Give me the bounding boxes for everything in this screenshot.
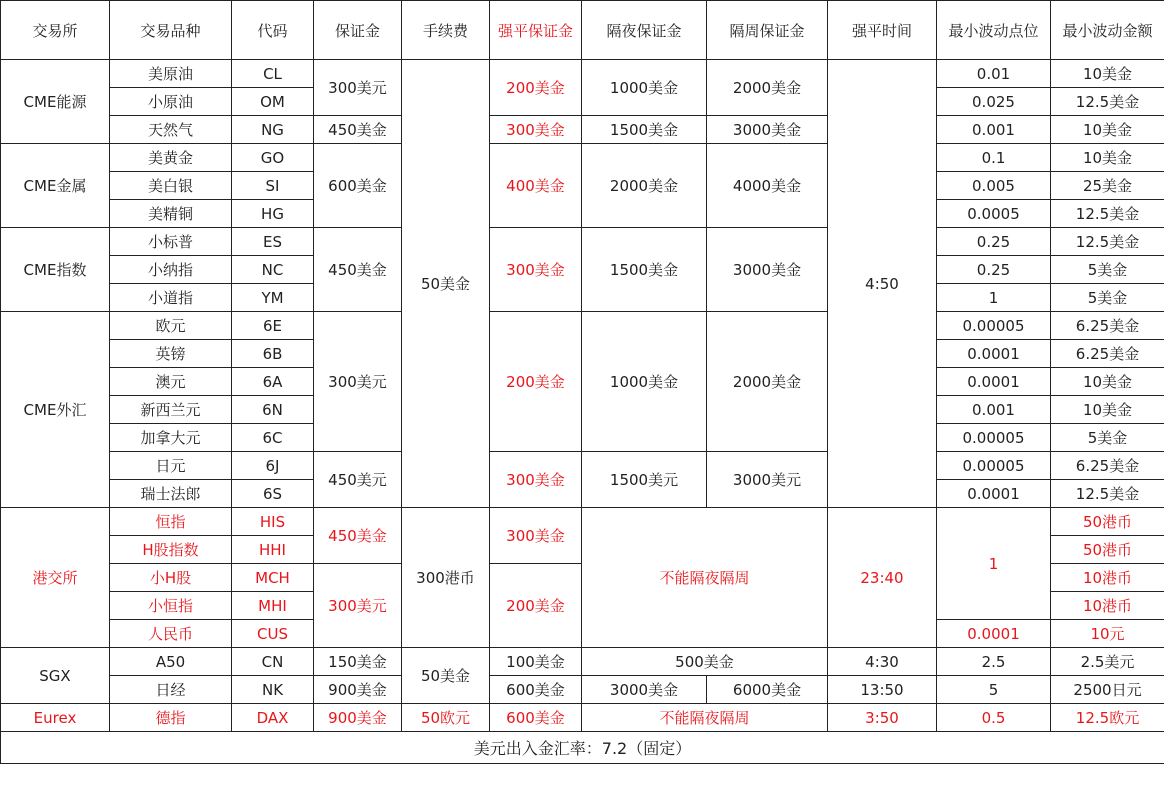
forced-margin-cell: 200美金 bbox=[490, 312, 582, 452]
header-product: 交易品种 bbox=[110, 1, 232, 60]
margin-cell: 150美金 bbox=[314, 648, 402, 676]
tick-cell: 0.0001 bbox=[937, 480, 1051, 508]
tick-cell: 0.25 bbox=[937, 228, 1051, 256]
product-cell: 小纳指 bbox=[110, 256, 232, 284]
product-cell: 天然气 bbox=[110, 116, 232, 144]
product-cell: 加拿大元 bbox=[110, 424, 232, 452]
product-cell: 瑞士法郎 bbox=[110, 480, 232, 508]
weekly-cell: 3000美元 bbox=[707, 452, 828, 508]
margin-cell: 300美元 bbox=[314, 312, 402, 452]
amount-cell: 12.5美金 bbox=[1051, 88, 1164, 116]
product-cell: 美原油 bbox=[110, 60, 232, 88]
code-cell: 6N bbox=[232, 396, 314, 424]
table-row bbox=[1, 508, 1164, 536]
weekly-cell: 6000美金 bbox=[707, 676, 828, 704]
amount-cell: 10美金 bbox=[1051, 116, 1164, 144]
amount-cell: 6.25美金 bbox=[1051, 340, 1164, 368]
code-cell: ES bbox=[232, 228, 314, 256]
tick-cell: 0.0001 bbox=[937, 340, 1051, 368]
code-cell: GO bbox=[232, 144, 314, 172]
overnight-cell: 500美金 bbox=[582, 648, 828, 676]
weekly-cell: 4000美金 bbox=[707, 144, 828, 228]
tick-cell: 0.00005 bbox=[937, 312, 1051, 340]
product-cell: 德指 bbox=[110, 704, 232, 732]
code-cell: NG bbox=[232, 116, 314, 144]
tick-cell: 1 bbox=[937, 284, 1051, 312]
code-cell: 6A bbox=[232, 368, 314, 396]
amount-cell: 12.5美金 bbox=[1051, 228, 1164, 256]
amount-cell: 50港币 bbox=[1051, 536, 1164, 564]
margin-cell: 900美金 bbox=[314, 704, 402, 732]
footer-row bbox=[1, 732, 1164, 764]
header-forced-margin: 强平保证金 bbox=[490, 1, 582, 60]
overnight-cell: 1500美金 bbox=[582, 228, 707, 312]
product-cell: 小原油 bbox=[110, 88, 232, 116]
tick-cell: 0.0001 bbox=[937, 620, 1051, 648]
amount-cell: 10美金 bbox=[1051, 60, 1164, 88]
tick-cell: 0.00005 bbox=[937, 424, 1051, 452]
margin-cell: 900美金 bbox=[314, 676, 402, 704]
margin-cell: 600美金 bbox=[314, 144, 402, 228]
amount-cell: 10港币 bbox=[1051, 592, 1164, 620]
forced-margin-cell: 200美金 bbox=[490, 60, 582, 116]
code-cell: CL bbox=[232, 60, 314, 88]
product-cell: 小标普 bbox=[110, 228, 232, 256]
product-cell: A50 bbox=[110, 648, 232, 676]
code-cell: MCH bbox=[232, 564, 314, 592]
code-cell: MHI bbox=[232, 592, 314, 620]
code-cell: 6J bbox=[232, 452, 314, 480]
group-cme-fx: CME外汇 bbox=[1, 312, 110, 508]
tick-cell: 5 bbox=[937, 676, 1051, 704]
product-cell: 美黄金 bbox=[110, 144, 232, 172]
code-cell: 6E bbox=[232, 312, 314, 340]
tick-cell: 0.0001 bbox=[937, 368, 1051, 396]
tick-cell: 1 bbox=[937, 508, 1051, 620]
product-cell: 澳元 bbox=[110, 368, 232, 396]
amount-cell: 6.25美金 bbox=[1051, 312, 1164, 340]
fee-cell: 50美金 bbox=[402, 60, 490, 508]
forced-margin-cell: 300美金 bbox=[490, 228, 582, 312]
code-cell: HG bbox=[232, 200, 314, 228]
product-cell: 美精铜 bbox=[110, 200, 232, 228]
amount-cell: 2500日元 bbox=[1051, 676, 1164, 704]
amount-cell: 10美金 bbox=[1051, 144, 1164, 172]
no-overnight-cell: 不能隔夜隔周 bbox=[582, 704, 828, 732]
forced-time-cell: 13:50 bbox=[828, 676, 937, 704]
forced-time-cell: 4:30 bbox=[828, 648, 937, 676]
code-cell: OM bbox=[232, 88, 314, 116]
margin-cell: 300美元 bbox=[314, 564, 402, 648]
header-exchange: 交易所 bbox=[1, 1, 110, 60]
group-cme-index: CME指数 bbox=[1, 228, 110, 312]
code-cell: DAX bbox=[232, 704, 314, 732]
forced-margin-cell: 300美金 bbox=[490, 116, 582, 144]
amount-cell: 5美金 bbox=[1051, 424, 1164, 452]
tick-cell: 0.0005 bbox=[937, 200, 1051, 228]
tick-cell: 0.1 bbox=[937, 144, 1051, 172]
margin-cell: 450美元 bbox=[314, 452, 402, 508]
amount-cell: 25美金 bbox=[1051, 172, 1164, 200]
product-cell: 人民币 bbox=[110, 620, 232, 648]
header-fee: 手续费 bbox=[402, 1, 490, 60]
forced-margin-cell: 200美金 bbox=[490, 564, 582, 648]
overnight-cell: 3000美金 bbox=[582, 676, 707, 704]
group-cme-metals: CME金属 bbox=[1, 144, 110, 228]
table-row bbox=[1, 452, 1164, 480]
group-cme-energy: CME能源 bbox=[1, 60, 110, 144]
table-row bbox=[1, 648, 1164, 676]
product-cell: 恒指 bbox=[110, 508, 232, 536]
header-min-tick: 最小波动点位 bbox=[937, 1, 1051, 60]
product-cell: 小H股 bbox=[110, 564, 232, 592]
group-hkex: 港交所 bbox=[1, 508, 110, 648]
amount-cell: 10元 bbox=[1051, 620, 1164, 648]
code-cell: 6C bbox=[232, 424, 314, 452]
margin-cell: 450美金 bbox=[314, 508, 402, 564]
amount-cell: 12.5美金 bbox=[1051, 480, 1164, 508]
header-forced-time: 强平时间 bbox=[828, 1, 937, 60]
amount-cell: 5美金 bbox=[1051, 284, 1164, 312]
amount-cell: 5美金 bbox=[1051, 256, 1164, 284]
amount-cell: 10美金 bbox=[1051, 368, 1164, 396]
code-cell: NC bbox=[232, 256, 314, 284]
header-overnight-margin: 隔夜保证金 bbox=[582, 1, 707, 60]
forced-time-cell: 4:50 bbox=[828, 60, 937, 508]
code-cell: HHI bbox=[232, 536, 314, 564]
exchange-rate-note: 美元出入金汇率：7.2（固定） bbox=[1, 732, 1164, 764]
table-row bbox=[1, 144, 1164, 172]
fee-cell: 50美金 bbox=[402, 648, 490, 704]
table-row bbox=[1, 60, 1164, 88]
table-row bbox=[1, 312, 1164, 340]
fee-cell: 50欧元 bbox=[402, 704, 490, 732]
overnight-cell: 1500美金 bbox=[582, 116, 707, 144]
tick-cell: 0.00005 bbox=[937, 452, 1051, 480]
header-code: 代码 bbox=[232, 1, 314, 60]
amount-cell: 12.5美金 bbox=[1051, 200, 1164, 228]
forced-margin-cell: 600美金 bbox=[490, 676, 582, 704]
code-cell: YM bbox=[232, 284, 314, 312]
overnight-cell: 1000美金 bbox=[582, 60, 707, 116]
tick-cell: 0.001 bbox=[937, 116, 1051, 144]
header-margin: 保证金 bbox=[314, 1, 402, 60]
fee-cell: 300港币 bbox=[402, 508, 490, 648]
forced-time-cell: 3:50 bbox=[828, 704, 937, 732]
weekly-cell: 3000美金 bbox=[707, 228, 828, 312]
amount-cell: 10港币 bbox=[1051, 564, 1164, 592]
product-cell: 英镑 bbox=[110, 340, 232, 368]
overnight-cell: 2000美金 bbox=[582, 144, 707, 228]
amount-cell: 12.5欧元 bbox=[1051, 704, 1164, 732]
product-cell: 小恒指 bbox=[110, 592, 232, 620]
product-cell: 小道指 bbox=[110, 284, 232, 312]
overnight-cell: 1500美元 bbox=[582, 452, 707, 508]
header-row bbox=[1, 1, 1164, 60]
group-sgx: SGX bbox=[1, 648, 110, 704]
forced-margin-cell: 300美金 bbox=[490, 452, 582, 508]
code-cell: CN bbox=[232, 648, 314, 676]
forced-margin-cell: 300美金 bbox=[490, 508, 582, 564]
code-cell: SI bbox=[232, 172, 314, 200]
forced-margin-cell: 400美金 bbox=[490, 144, 582, 228]
product-cell: 日元 bbox=[110, 452, 232, 480]
product-cell: 美白银 bbox=[110, 172, 232, 200]
weekly-cell: 2000美金 bbox=[707, 60, 828, 116]
tick-cell: 0.01 bbox=[937, 60, 1051, 88]
table-row bbox=[1, 116, 1164, 144]
forced-margin-cell: 100美金 bbox=[490, 648, 582, 676]
tick-cell: 0.025 bbox=[937, 88, 1051, 116]
code-cell: CUS bbox=[232, 620, 314, 648]
product-cell: H股指数 bbox=[110, 536, 232, 564]
header-weekly-margin: 隔周保证金 bbox=[707, 1, 828, 60]
amount-cell: 50港币 bbox=[1051, 508, 1164, 536]
forced-time-cell: 23:40 bbox=[828, 508, 937, 648]
product-cell: 日经 bbox=[110, 676, 232, 704]
code-cell: NK bbox=[232, 676, 314, 704]
table-row bbox=[1, 228, 1164, 256]
group-eurex: Eurex bbox=[1, 704, 110, 732]
tick-cell: 0.25 bbox=[937, 256, 1051, 284]
no-overnight-cell: 不能隔夜隔周 bbox=[582, 508, 828, 648]
forced-margin-cell: 600美金 bbox=[490, 704, 582, 732]
weekly-cell: 3000美金 bbox=[707, 116, 828, 144]
margin-cell: 450美金 bbox=[314, 228, 402, 312]
amount-cell: 6.25美金 bbox=[1051, 452, 1164, 480]
tick-cell: 0.5 bbox=[937, 704, 1051, 732]
product-cell: 欧元 bbox=[110, 312, 232, 340]
margin-cell: 300美元 bbox=[314, 60, 402, 116]
table-row bbox=[1, 704, 1164, 732]
tick-cell: 0.005 bbox=[937, 172, 1051, 200]
tick-cell: 2.5 bbox=[937, 648, 1051, 676]
code-cell: HIS bbox=[232, 508, 314, 536]
amount-cell: 2.5美元 bbox=[1051, 648, 1164, 676]
table-row bbox=[1, 676, 1164, 704]
weekly-cell: 2000美金 bbox=[707, 312, 828, 452]
amount-cell: 10美金 bbox=[1051, 396, 1164, 424]
tick-cell: 0.001 bbox=[937, 396, 1051, 424]
code-cell: 6B bbox=[232, 340, 314, 368]
margin-cell: 450美金 bbox=[314, 116, 402, 144]
overnight-cell: 1000美金 bbox=[582, 312, 707, 452]
header-min-tick-amount: 最小波动金额 bbox=[1051, 1, 1164, 60]
code-cell: 6S bbox=[232, 480, 314, 508]
product-cell: 新西兰元 bbox=[110, 396, 232, 424]
